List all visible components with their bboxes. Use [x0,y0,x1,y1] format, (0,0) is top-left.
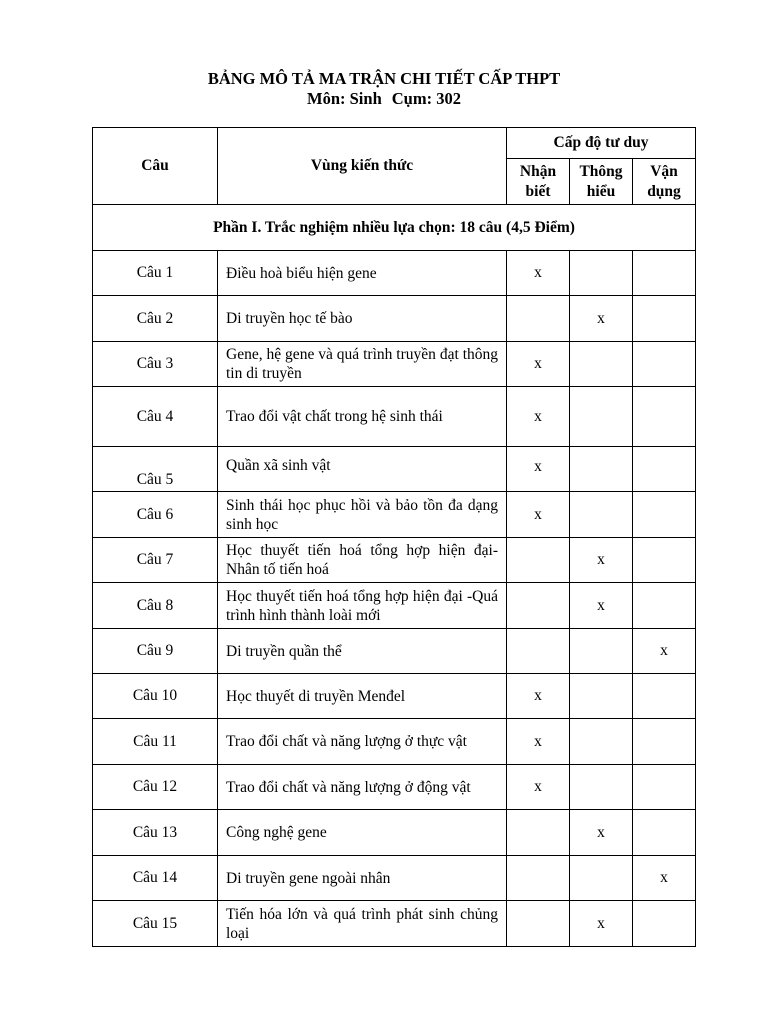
knowledge-cell: Di truyền quần thể [218,629,507,674]
level-1-cell: x [507,719,570,765]
level-2-cell [570,492,633,538]
header-levels: Cấp độ tư duy [507,128,696,159]
knowledge-cell: Sinh thái học phục hồi và bảo tồn đa dạng sinh học [218,492,507,538]
level-1-cell [507,901,570,947]
knowledge-cell: Quần xã sinh vật [218,447,507,492]
table-row [93,342,696,387]
level-3-cell [633,447,696,492]
level-2-cell [570,856,633,901]
table-row [93,856,696,901]
question-cell: Câu 8 [93,583,218,629]
level-1-cell: x [507,447,570,492]
level-3-cell [633,492,696,538]
header-level-understanding: Thông hiểu [570,159,633,205]
cluster-label: Cụm: 302 [391,89,461,108]
level-3-cell [633,674,696,719]
level-3-cell: x [633,856,696,901]
knowledge-cell: Gene, hệ gene và quá trình truyền đạt thông tin di truyền [218,342,507,387]
table-row [93,674,696,719]
knowledge-cell: Trao đổi chất và năng lượng ở động vật [218,765,507,810]
level-3-cell [633,901,696,947]
question-cell: Câu 15 [93,901,218,947]
table-row [93,810,696,856]
level-3-cell [633,810,696,856]
knowledge-cell: Tiến hóa lớn và quá trình phát sinh chủng loại [218,901,507,947]
level-2-cell [570,629,633,674]
table-row [93,251,696,296]
level-2-cell [570,251,633,296]
level-1-cell [507,810,570,856]
question-cell: Câu 14 [93,856,218,901]
header-level-recognition: Nhận biết [507,159,570,205]
level-2-cell [570,387,633,447]
level-1-cell: x [507,674,570,719]
level-3-cell [633,296,696,342]
level-3-cell [633,538,696,583]
document-subtitle [0,89,768,109]
level-3-cell [633,765,696,810]
level-2-cell: x [570,810,633,856]
table-row [93,447,696,492]
level-1-cell [507,538,570,583]
table-row [93,765,696,810]
document-title: BẢNG MÔ TẢ MA TRẬN CHI TIẾT CẤP THPT [207,69,561,88]
question-cell: Câu 3 [93,342,218,387]
level-2-cell: x [570,296,633,342]
knowledge-cell: Học thuyết di truyền Menđel [218,674,507,719]
table-row [93,538,696,583]
header-level-application: Vận dụng [633,159,696,205]
level-2-cell [570,719,633,765]
question-cell: Câu 7 [93,538,218,583]
table-row [93,629,696,674]
level-1-cell: x [507,492,570,538]
level-3-cell: x [633,629,696,674]
level-2-cell: x [570,583,633,629]
matrix-table [92,127,696,947]
level-1-cell: x [507,387,570,447]
level-2-cell: x [570,901,633,947]
table-row [93,387,696,447]
level-1-cell [507,296,570,342]
question-cell: Câu 10 [93,674,218,719]
table-row [93,296,696,342]
question-cell: Câu 12 [93,765,218,810]
question-cell: Câu 1 [93,251,218,296]
question-cell: Câu 13 [93,810,218,856]
knowledge-cell: Trao đổi vật chất trong hệ sinh thái [218,387,507,447]
part-1-heading: Phần I. Trắc nghiệm nhiều lựa chọn: 18 câu (4,5 Điểm) [93,205,696,251]
question-cell: Câu 9 [93,629,218,674]
question-cell: Câu 11 [93,719,218,765]
level-2-cell [570,674,633,719]
question-cell: Câu 2 [93,296,218,342]
knowledge-cell: Điều hoà biểu hiện gene [218,251,507,296]
knowledge-cell: Di truyền gene ngoài nhân [218,856,507,901]
level-3-cell [633,583,696,629]
question-cell: Câu 4 [93,387,218,447]
question-cell: Câu 5 [93,447,218,492]
level-1-cell: x [507,342,570,387]
header-question: Câu [93,128,218,205]
level-2-cell [570,765,633,810]
knowledge-cell: Công nghệ gene [218,810,507,856]
table-row [93,492,696,538]
table-row [93,901,696,947]
knowledge-cell: Trao đổi chất và năng lượng ở thực vật [218,719,507,765]
level-2-cell [570,342,633,387]
level-1-cell: x [507,765,570,810]
knowledge-cell: Di truyền học tế bào [218,296,507,342]
level-3-cell [633,251,696,296]
table-row [93,719,696,765]
knowledge-cell: Học thuyết tiến hoá tổng hợp hiện đại -Quá trình hình thành loài mới [218,583,507,629]
level-2-cell: x [570,538,633,583]
knowledge-cell: Học thuyết tiến hoá tổng hợp hiện đại- Nhân tố tiến hoá [218,538,507,583]
level-3-cell [633,387,696,447]
question-cell: Câu 6 [93,492,218,538]
level-1-cell [507,856,570,901]
level-1-cell [507,629,570,674]
level-2-cell [570,447,633,492]
level-3-cell [633,342,696,387]
header-knowledge: Vùng kiến thức [218,128,507,205]
table-row [93,583,696,629]
level-1-cell: x [507,251,570,296]
level-3-cell [633,719,696,765]
level-1-cell [507,583,570,629]
subject-label: Môn: Sinh [307,89,382,108]
